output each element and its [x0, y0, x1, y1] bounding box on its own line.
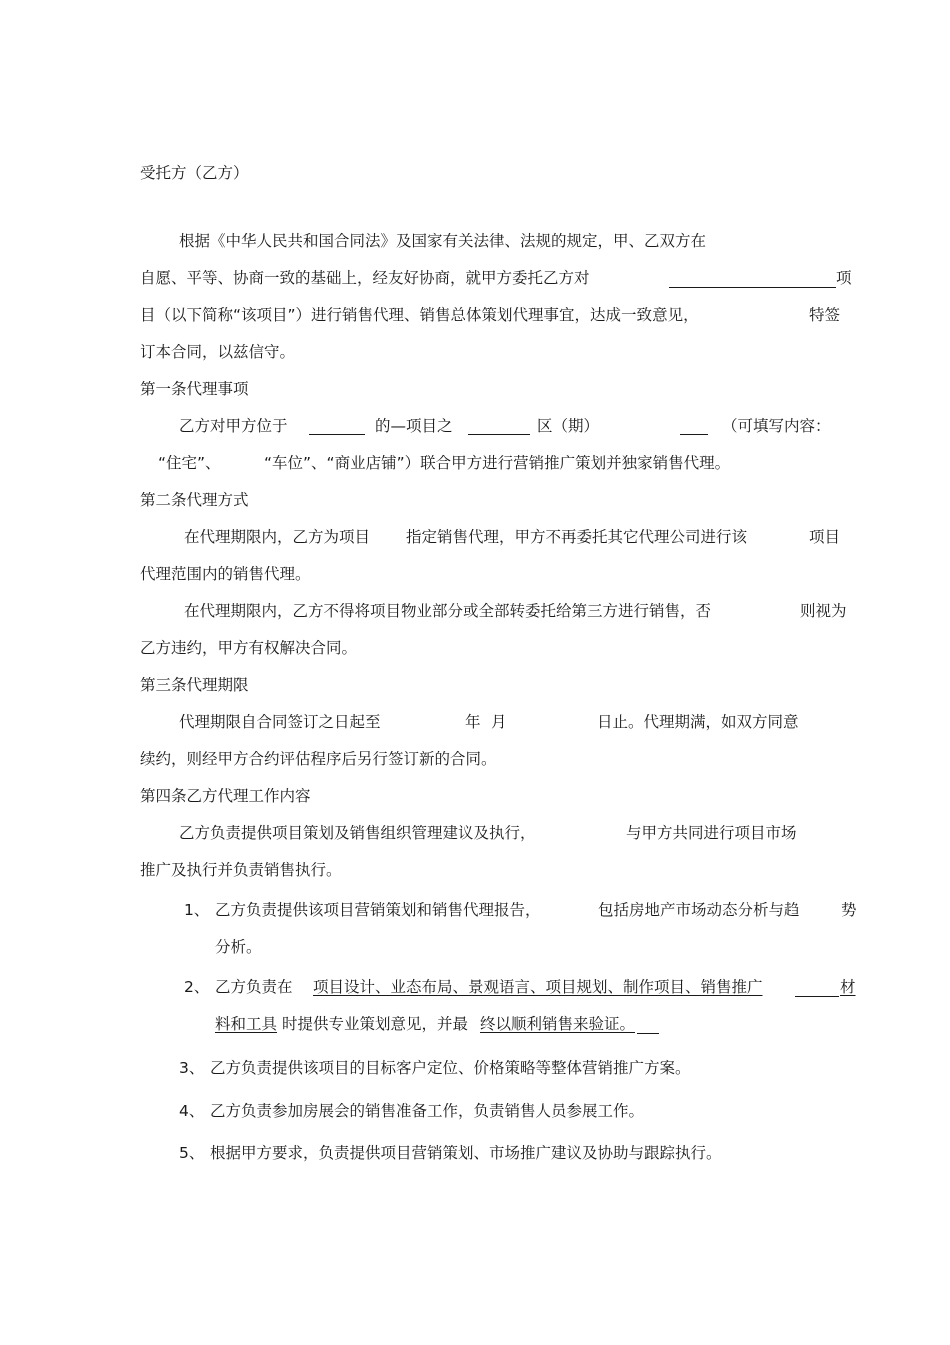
party-b-label: 受托方（乙方）: [140, 164, 249, 182]
preamble-line-2-end: 项: [836, 269, 852, 287]
article-2-text-b: 指定销售代理，甲方不再委托其它代理公司进行该: [406, 528, 748, 546]
item-2-text-e: 时提供专业策划意见，并最: [282, 1015, 469, 1033]
article-4-title: 第四条乙方代理工作内容: [140, 787, 311, 805]
item-1-text-a: 乙方负责提供该项目营销策划和销售代理报告，: [215, 901, 541, 919]
item-2-underline-tail: [637, 1033, 659, 1034]
preamble-line-3: 目（以下简称“该项目”）进行销售代理、销售总体策划代理事宜，达成一致意见，: [140, 306, 699, 324]
article-1-text-b: 的—项目之: [375, 417, 453, 435]
article-4-text-c: 推广及执行并负责销售执行。: [140, 861, 342, 879]
preamble-line-2: 自愿、平等、协商一致的基础上，经友好协商，就甲方委托乙方对: [140, 269, 590, 287]
article-3-year: 年: [465, 713, 481, 731]
item-2-text-f: 终以顺利销售来验证。: [480, 1015, 636, 1033]
article-1-text-c: 区（期）: [537, 417, 600, 435]
article-2-text-f: 则视为: [800, 602, 847, 620]
article-4-text-b: 与甲方共同进行项目市场: [626, 824, 797, 842]
preamble-line-1: 根据《中华人民共和国合同法》及国家有关法律、法规的规定，甲、乙双方在: [179, 232, 707, 250]
item-5-text: 根据甲方要求，负责提供项目营销策划、市场推广建议及协助与跟踪执行。: [210, 1144, 722, 1162]
article-2-text-c: 项目: [809, 528, 841, 546]
article-2-text-a: 在代理期限内，乙方为项目: [184, 528, 371, 546]
item-2-number: 2、: [184, 978, 210, 996]
article-4-text-a: 乙方负责提供项目策划及销售组织管理建议及执行，: [179, 824, 536, 842]
item-5-number: 5、: [179, 1144, 205, 1162]
article-2-text-e: 在代理期限内，乙方不得将项目物业部分或全部转委托给第三方进行销售，否: [184, 602, 712, 620]
item-2-text-b: 项目设计、业态布局、景观语言、项目规划、制作项目、销售推广: [313, 978, 763, 996]
article-1-title: 第一条代理事项: [140, 380, 249, 398]
item-2-underline-gap: [795, 996, 839, 997]
phase-blank: [680, 434, 708, 435]
item-1-number: 1、: [184, 901, 210, 919]
preamble-line-3-end: 特签: [809, 306, 841, 324]
item-2-text-d: 料和工具: [215, 1015, 278, 1033]
article-3-text-b: 日止。代理期满，如双方同意: [597, 713, 799, 731]
article-3-month: 月: [491, 713, 507, 731]
article-1-text-d: （可填写内容：: [722, 417, 831, 435]
preamble-line-4: 订本合同，以兹信守。: [140, 343, 296, 361]
item-1-text-c: 势: [841, 901, 857, 919]
item-2-text-a: 乙方负责在: [215, 978, 293, 996]
article-1-text-a: 乙方对甲方位于: [179, 417, 288, 435]
item-4-number: 4、: [179, 1102, 205, 1120]
item-1-text-d: 分析。: [215, 938, 262, 956]
article-2-title: 第二条代理方式: [140, 491, 249, 509]
article-2-text-d: 代理范围内的销售代理。: [140, 565, 311, 583]
item-3-number: 3、: [179, 1059, 205, 1077]
location-blank: [309, 434, 365, 435]
item-3-text: 乙方负责提供该项目的目标客户定位、价格策略等整体营销推广方案。: [210, 1059, 691, 1077]
article-3-text-a: 代理期限自合同签订之日起至: [179, 713, 381, 731]
article-1-text-e: “住宅”、: [158, 454, 221, 472]
item-1-text-b: 包括房地产市场动态分析与趋: [598, 901, 800, 919]
article-2-text-g: 乙方违约，甲方有权解决合同。: [140, 639, 358, 657]
item-4-text: 乙方负责参加房展会的销售准备工作，负责销售人员参展工作。: [210, 1102, 645, 1120]
article-1-text-f: “车位”、“商业店铺”）联合甲方进行营销推广策划并独家销售代理。: [264, 454, 731, 472]
item-2-text-c: 材: [840, 978, 856, 996]
zone-blank: [468, 434, 530, 435]
article-3-text-c: 续约，则经甲方合约评估程序后另行签订新的合同。: [140, 750, 497, 768]
project-name-blank: [669, 287, 836, 288]
article-3-title: 第三条代理期限: [140, 676, 249, 694]
